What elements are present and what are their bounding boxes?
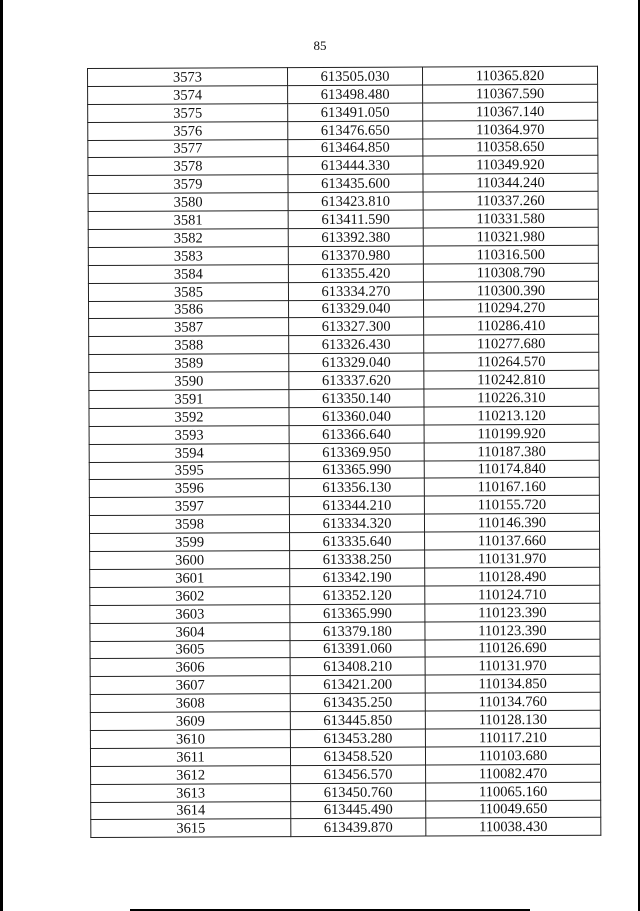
y-coordinate-cell: 110277.680 xyxy=(424,335,599,354)
y-coordinate-cell: 110146.390 xyxy=(424,514,599,533)
table-row xyxy=(91,764,601,784)
x-coordinate-cell: 613505.030 xyxy=(288,67,423,85)
point-number-cell: 3605 xyxy=(90,640,290,659)
x-coordinate-cell: 613445.490 xyxy=(291,801,426,819)
y-coordinate-cell: 110286.410 xyxy=(424,317,599,336)
table-row xyxy=(90,728,600,748)
point-number-cell: 3615 xyxy=(91,819,291,838)
table-row xyxy=(89,317,599,337)
table-row xyxy=(91,800,601,820)
point-number-cell: 3602 xyxy=(90,586,290,605)
x-coordinate-cell: 613360.040 xyxy=(289,407,424,425)
table-row xyxy=(90,639,600,659)
table-row xyxy=(88,281,598,301)
table-row xyxy=(88,263,598,283)
table-row xyxy=(90,692,600,712)
table-row xyxy=(88,84,598,104)
y-coordinate-cell: 110128.130 xyxy=(425,710,600,729)
point-number-cell: 3588 xyxy=(89,336,289,355)
y-coordinate-cell: 110337.260 xyxy=(423,192,598,211)
table-row xyxy=(91,782,601,802)
point-number-cell: 3597 xyxy=(89,497,289,516)
x-coordinate-cell: 613334.270 xyxy=(288,282,423,300)
table-row xyxy=(88,227,598,247)
y-coordinate-cell: 110103.680 xyxy=(425,746,600,765)
point-number-cell: 3601 xyxy=(90,569,290,588)
y-coordinate-cell: 110155.720 xyxy=(424,496,599,515)
x-coordinate-cell: 613329.040 xyxy=(289,300,424,318)
x-coordinate-cell: 613342.190 xyxy=(290,568,425,586)
x-coordinate-cell: 613421.200 xyxy=(290,675,425,693)
y-coordinate-cell: 110367.140 xyxy=(423,102,598,121)
y-coordinate-cell: 110124.710 xyxy=(425,585,600,604)
table-row xyxy=(90,675,600,695)
table-row xyxy=(91,818,601,838)
x-coordinate-cell: 613391.060 xyxy=(290,640,425,658)
table-row xyxy=(89,496,599,516)
x-coordinate-cell: 613334.320 xyxy=(289,514,424,532)
y-coordinate-cell: 110134.760 xyxy=(425,692,600,711)
y-coordinate-cell: 110134.850 xyxy=(425,675,600,694)
y-coordinate-cell: 110131.970 xyxy=(425,549,600,568)
point-number-cell: 3593 xyxy=(89,425,289,444)
y-coordinate-cell: 110226.310 xyxy=(424,388,599,407)
table-row xyxy=(90,531,600,551)
point-number-cell: 3614 xyxy=(91,801,291,820)
y-coordinate-cell: 110364.970 xyxy=(423,120,598,139)
point-number-cell: 3587 xyxy=(89,318,289,337)
point-number-cell: 3607 xyxy=(90,676,290,695)
point-number-cell: 3598 xyxy=(89,515,289,534)
point-number-cell: 3612 xyxy=(91,765,291,784)
y-coordinate-cell: 110038.430 xyxy=(426,818,601,837)
table-row xyxy=(88,209,598,229)
x-coordinate-cell: 613355.420 xyxy=(288,264,423,282)
x-coordinate-cell: 613445.850 xyxy=(290,711,425,729)
table-row xyxy=(90,621,600,641)
x-coordinate-cell: 613423.810 xyxy=(288,192,423,210)
point-number-cell: 3610 xyxy=(90,730,290,749)
table-row xyxy=(89,335,599,355)
table-row xyxy=(90,710,600,730)
x-coordinate-cell: 613338.250 xyxy=(290,550,425,568)
x-coordinate-cell: 613456.570 xyxy=(291,765,426,783)
point-number-cell: 3595 xyxy=(89,461,289,480)
table-row xyxy=(89,460,599,480)
y-coordinate-cell: 110349.920 xyxy=(423,156,598,175)
x-coordinate-cell: 613491.050 xyxy=(288,103,423,121)
y-coordinate-cell: 110187.380 xyxy=(424,442,599,461)
x-coordinate-cell: 613326.430 xyxy=(289,335,424,353)
y-coordinate-cell: 110117.210 xyxy=(425,728,600,747)
y-coordinate-cell: 110131.970 xyxy=(425,657,600,676)
x-coordinate-cell: 613379.180 xyxy=(290,622,425,640)
y-coordinate-cell: 110167.160 xyxy=(424,478,599,497)
x-coordinate-cell: 613392.380 xyxy=(288,228,423,246)
x-coordinate-cell: 613408.210 xyxy=(290,657,425,675)
y-coordinate-cell: 110174.840 xyxy=(424,460,599,479)
x-coordinate-cell: 613370.980 xyxy=(288,246,423,264)
page-number: 85 xyxy=(313,38,327,53)
point-number-cell: 3585 xyxy=(88,282,288,301)
y-coordinate-cell: 110126.690 xyxy=(425,639,600,658)
y-coordinate-cell: 110199.920 xyxy=(424,424,599,443)
x-coordinate-cell: 613356.130 xyxy=(289,479,424,497)
x-coordinate-cell: 613476.650 xyxy=(288,121,423,139)
y-coordinate-cell: 110264.570 xyxy=(424,353,599,372)
point-number-cell: 3606 xyxy=(90,658,290,677)
y-coordinate-cell: 110321.980 xyxy=(423,227,598,246)
point-number-cell: 3594 xyxy=(89,443,289,462)
x-coordinate-cell: 613458.520 xyxy=(290,747,425,765)
y-coordinate-cell: 110242.810 xyxy=(424,370,599,389)
y-coordinate-cell: 110082.470 xyxy=(426,764,601,783)
x-coordinate-cell: 613450.760 xyxy=(291,783,426,801)
y-coordinate-cell: 110123.390 xyxy=(425,621,600,640)
y-coordinate-cell: 110213.120 xyxy=(424,406,599,425)
table-row xyxy=(90,549,600,569)
x-coordinate-cell: 613365.990 xyxy=(290,604,425,622)
x-coordinate-cell: 613366.640 xyxy=(289,425,424,443)
table-row xyxy=(90,585,600,605)
table-row xyxy=(88,138,598,158)
x-coordinate-cell: 613344.210 xyxy=(289,496,424,514)
y-coordinate-cell: 110294.270 xyxy=(424,299,599,318)
table-row xyxy=(88,156,598,176)
table-row xyxy=(89,478,599,498)
point-number-cell: 3573 xyxy=(88,68,288,87)
point-number-cell: 3590 xyxy=(89,372,289,391)
point-number-cell: 3600 xyxy=(90,551,290,570)
x-coordinate-cell: 613369.950 xyxy=(289,443,424,461)
point-number-cell: 3613 xyxy=(91,783,291,802)
x-coordinate-cell: 613464.850 xyxy=(288,139,423,157)
point-number-cell: 3582 xyxy=(88,229,288,248)
table-row xyxy=(89,406,599,426)
table-row xyxy=(88,192,598,212)
point-number-cell: 3604 xyxy=(90,622,290,641)
point-number-cell: 3576 xyxy=(88,121,288,140)
point-number-cell: 3591 xyxy=(89,390,289,409)
table-row xyxy=(89,442,599,462)
point-number-cell: 3584 xyxy=(88,264,288,283)
y-coordinate-cell: 110300.390 xyxy=(423,281,598,300)
point-number-cell: 3581 xyxy=(88,211,288,230)
table-row xyxy=(90,603,600,623)
point-number-cell: 3575 xyxy=(88,103,288,122)
y-coordinate-cell: 110123.390 xyxy=(425,603,600,622)
table-row xyxy=(88,120,598,140)
coordinate-table-body xyxy=(88,66,601,838)
y-coordinate-cell: 110065.160 xyxy=(426,782,601,801)
x-coordinate-cell: 613329.040 xyxy=(289,353,424,371)
y-coordinate-cell: 110358.650 xyxy=(423,138,598,157)
x-coordinate-cell: 613435.600 xyxy=(288,174,423,192)
x-coordinate-cell: 613327.300 xyxy=(289,318,424,336)
x-coordinate-cell: 613453.280 xyxy=(290,729,425,747)
table-row xyxy=(89,424,599,444)
point-number-cell: 3592 xyxy=(89,408,289,427)
y-coordinate-cell: 110365.820 xyxy=(422,66,597,85)
x-coordinate-cell: 613411.590 xyxy=(288,210,423,228)
point-number-cell: 3579 xyxy=(88,175,288,194)
table-row xyxy=(89,388,599,408)
point-number-cell: 3596 xyxy=(89,479,289,498)
y-coordinate-cell: 110367.590 xyxy=(423,84,598,103)
table-row xyxy=(88,174,598,194)
x-coordinate-cell: 613444.330 xyxy=(288,156,423,174)
table-row xyxy=(90,657,600,677)
y-coordinate-cell: 110128.490 xyxy=(425,567,600,586)
y-coordinate-cell: 110308.790 xyxy=(423,263,598,282)
table-row xyxy=(88,102,598,122)
x-coordinate-cell: 613435.250 xyxy=(290,693,425,711)
point-number-cell: 3583 xyxy=(88,247,288,266)
point-number-cell: 3608 xyxy=(90,694,290,713)
point-number-cell: 3577 xyxy=(88,139,288,158)
y-coordinate-cell: 110331.580 xyxy=(423,209,598,228)
point-number-cell: 3603 xyxy=(90,604,290,623)
table-row xyxy=(89,370,599,390)
table-row xyxy=(89,514,599,534)
table-row xyxy=(90,746,600,766)
point-number-cell: 3586 xyxy=(89,300,289,319)
point-number-cell: 3599 xyxy=(90,533,290,552)
point-number-cell: 3580 xyxy=(88,193,288,212)
y-coordinate-cell: 110316.500 xyxy=(423,245,598,264)
table-row xyxy=(88,245,598,265)
point-number-cell: 3578 xyxy=(88,157,288,176)
x-coordinate-cell: 613365.990 xyxy=(289,461,424,479)
y-coordinate-cell: 110049.650 xyxy=(426,800,601,819)
y-coordinate-cell: 110137.660 xyxy=(425,531,600,550)
x-coordinate-cell: 613350.140 xyxy=(289,389,424,407)
point-number-cell: 3611 xyxy=(90,747,290,766)
x-coordinate-cell: 613335.640 xyxy=(290,532,425,550)
table-row xyxy=(89,353,599,373)
point-number-cell: 3574 xyxy=(88,86,288,105)
point-number-cell: 3589 xyxy=(89,354,289,373)
y-coordinate-cell: 110344.240 xyxy=(423,174,598,193)
point-number-cell: 3609 xyxy=(90,712,290,731)
table-row xyxy=(90,567,600,587)
x-coordinate-cell: 613337.620 xyxy=(289,371,424,389)
x-coordinate-cell: 613352.120 xyxy=(290,586,425,604)
coordinate-table xyxy=(87,66,601,839)
table-row xyxy=(89,299,599,319)
x-coordinate-cell: 613498.480 xyxy=(288,85,423,103)
table-row xyxy=(88,66,598,86)
scan-edge-left xyxy=(0,0,3,911)
x-coordinate-cell: 613439.870 xyxy=(291,818,426,836)
